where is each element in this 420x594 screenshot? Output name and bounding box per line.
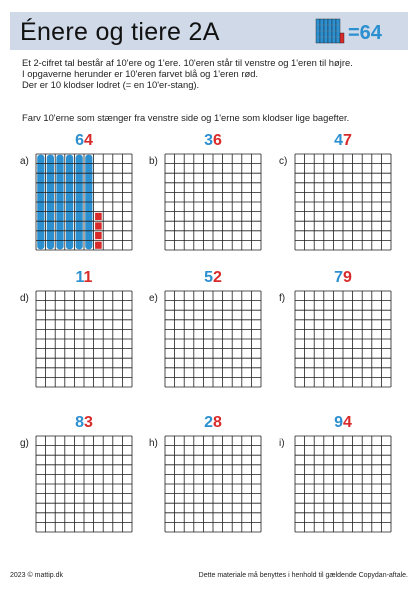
problem-letter: c) bbox=[279, 156, 288, 167]
problem-letter: e) bbox=[149, 293, 158, 304]
footer-license: Dette materiale må benyttes i henhold til gældende Copydan-aftale. bbox=[198, 572, 408, 579]
tens-digit: 9 bbox=[334, 414, 343, 431]
tens-digit: 2 bbox=[204, 414, 213, 431]
coloring-grid[interactable] bbox=[164, 153, 262, 251]
ones-digit: 1 bbox=[83, 269, 93, 286]
problem-letter: g) bbox=[20, 438, 29, 449]
ones-block bbox=[95, 242, 102, 249]
problem-number bbox=[36, 414, 132, 432]
ones-block bbox=[95, 213, 102, 220]
intro-text bbox=[22, 57, 402, 91]
tens-digit: 1 bbox=[75, 269, 84, 286]
coloring-grid[interactable] bbox=[294, 153, 392, 251]
problem-letter: d) bbox=[20, 293, 29, 304]
ones-digit: 2 bbox=[213, 269, 222, 286]
ones-digit: 4 bbox=[84, 132, 93, 149]
problem-number bbox=[165, 269, 261, 287]
tens-digit: 7 bbox=[334, 269, 343, 286]
problem-number bbox=[165, 132, 261, 150]
coloring-grid[interactable] bbox=[294, 435, 392, 533]
coloring-grid[interactable] bbox=[35, 435, 133, 533]
tens-digit: 5 bbox=[204, 269, 213, 286]
ones-digit: 7 bbox=[343, 132, 352, 149]
tens-ones-blocks-icon bbox=[314, 17, 400, 45]
page-title: Énere og tiere 2A bbox=[20, 18, 220, 46]
problem-letter: b) bbox=[149, 156, 158, 167]
tens-digit: 8 bbox=[75, 414, 84, 431]
header-bar bbox=[10, 12, 408, 50]
problem-number bbox=[36, 269, 132, 287]
intro-line: I opgaverne herunder er 10'eren farvet blå og 1'eren rød. bbox=[22, 68, 259, 80]
coloring-grid[interactable] bbox=[164, 290, 262, 388]
coloring-grid[interactable] bbox=[35, 290, 133, 388]
problem-number bbox=[295, 132, 391, 150]
problem-number bbox=[295, 269, 391, 287]
ones-block bbox=[95, 222, 102, 229]
ones-digit: 3 bbox=[84, 414, 93, 431]
problem-letter: i) bbox=[279, 438, 285, 449]
problem-letter: a) bbox=[20, 156, 29, 167]
tens-digit: 3 bbox=[204, 132, 213, 149]
coloring-grid[interactable] bbox=[294, 290, 392, 388]
logo-label: =64 bbox=[348, 22, 382, 44]
ones-digit: 4 bbox=[343, 414, 352, 431]
coloring-grid[interactable] bbox=[35, 153, 133, 251]
coloring-grid[interactable] bbox=[164, 435, 262, 533]
ones-digit: 8 bbox=[213, 414, 222, 431]
footer-copyright: 2023 © mattip.dk bbox=[10, 572, 64, 579]
problem-number bbox=[295, 414, 391, 432]
problem-letter: h) bbox=[149, 438, 158, 449]
tens-digit: 6 bbox=[75, 132, 84, 149]
intro-line: Der er 10 klodser lodret (= en 10'er-stang). bbox=[22, 79, 200, 91]
problem-number bbox=[165, 414, 261, 432]
ones-digit: 6 bbox=[213, 132, 222, 149]
tens-digit: 4 bbox=[334, 132, 343, 149]
problem-number bbox=[36, 132, 132, 150]
instruction-text: Farv 10'erne som stænger fra venstre side og 1'erne som klodser lige bagefter. bbox=[22, 112, 350, 123]
problem-letter: f) bbox=[279, 293, 286, 304]
intro-line: Et 2-cifret tal består af 10'ere og 1'ere. 10'eren står til venstre og 1'eren til højre. bbox=[22, 57, 353, 68]
ones-block bbox=[95, 232, 102, 239]
ones-digit: 9 bbox=[343, 269, 352, 286]
